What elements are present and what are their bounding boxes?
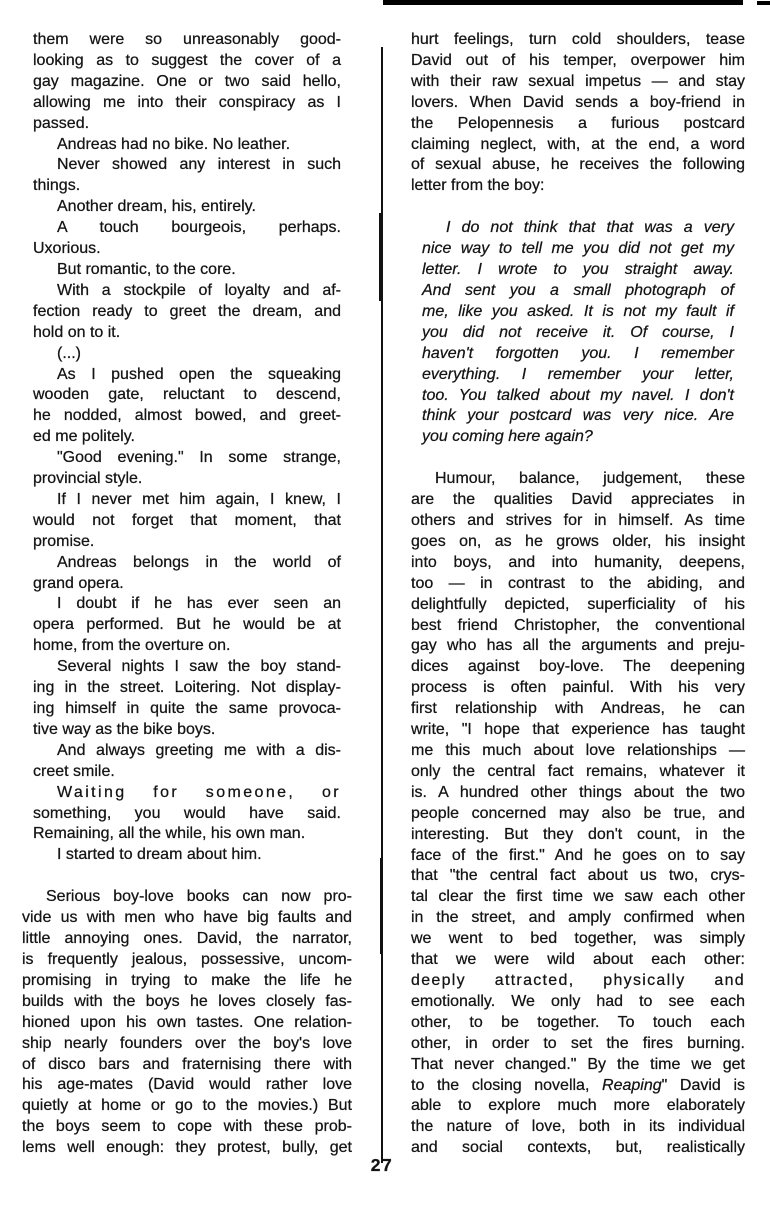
text-line: wooden gate, reluctant to descend,: [33, 386, 341, 404]
text-line: something, you would have said.: [33, 804, 341, 822]
scan-edge-artifact-top: [383, 0, 743, 5]
book-title-italic: Reaping: [602, 1076, 662, 1094]
text-line: I started to dream about him.: [57, 846, 262, 864]
text-line: lovers. When David sends a boy-friend in: [411, 93, 745, 111]
text-line: I do not think that that was a very: [446, 219, 734, 237]
text-line: think your postcard was very nice. Are: [422, 407, 734, 425]
text-line: David out of his temper, overpower him: [411, 51, 745, 69]
text-line: Never showed any interest in such: [57, 156, 341, 174]
review-text-block: [411, 469, 745, 1159]
text-line: are the qualities David appreciates in: [411, 491, 745, 509]
divider-ink-blob: [380, 858, 383, 954]
text-line: If I never met him again, I knew, I: [57, 490, 341, 508]
text-line: the nature of love, both in its individual: [411, 1118, 745, 1136]
text-line: his age-mates (David would rather love: [22, 1076, 352, 1094]
text-line: promising in trying to make the life he: [22, 971, 352, 989]
text-line: hioned upon his own tastes. One relation-: [22, 1013, 352, 1031]
text-line: deeply attracted, physically and: [411, 971, 745, 989]
text-line: emotionally. We only had to see each: [411, 992, 745, 1010]
text-line: others and strives for in himself. As time: [411, 512, 745, 530]
text-line: me this much about love relationships —: [411, 742, 745, 759]
text-line: Serious boy-love books can now pro-: [46, 888, 352, 906]
text-line: That never changed." By the time we get: [411, 1055, 745, 1073]
text-line: As I pushed open the squeaking: [57, 365, 341, 383]
divider-ink-blob: [379, 213, 383, 301]
review-text-block: [22, 887, 352, 1159]
text-line: delightfully depicted, superficiality of his: [411, 595, 745, 613]
text-line: interesting. But they don't count, in the: [411, 825, 745, 843]
text-line: the boys seem to cope with these prob-: [22, 1118, 352, 1136]
quoted-letter-block: [422, 218, 734, 448]
text-line: (...): [57, 344, 81, 362]
text-line: me, like you asked. It is not my fault if: [422, 302, 734, 320]
text-line: Uxorious.: [33, 240, 101, 258]
text-line: process is often painful. With his very: [411, 679, 745, 697]
text-line: Another dream, his, entirely.: [57, 198, 256, 216]
text-line: you coming here again?: [422, 428, 593, 446]
text-line: provincial style.: [33, 470, 143, 488]
text-line: tive way as the bike boys.: [33, 720, 216, 738]
text-line: the Pelopennesis a furious postcard: [411, 114, 745, 132]
text-line: tal clear the first time we saw each other: [411, 888, 745, 906]
text-segment: to the closing novella,: [411, 1076, 603, 1094]
text-line: hurt feelings, turn cold shoulders, tease: [411, 31, 745, 48]
text-line: you did not receive it. Of course, I: [422, 323, 734, 341]
text-line: Andreas had no bike. No leather.: [57, 135, 291, 153]
text-line: other, in order to set the fires burning.: [411, 1034, 745, 1052]
text-line: in the street, and amply confirmed when: [411, 909, 745, 927]
text-line: able to explore much more elaborately: [411, 1097, 745, 1115]
text-line: best friend Christopher, the conventional: [411, 616, 745, 634]
text-line: only the central fact remains, whatever it: [411, 762, 745, 780]
text-line: nice way to tell me you did not get my: [422, 240, 734, 258]
page-number: 27: [370, 1155, 394, 1175]
text-line: other, to be together. To touch each: [411, 1013, 745, 1031]
text-line: that "the central fact about us two, crys-: [411, 867, 745, 885]
text-line: Remaining, all the while, his own man.: [33, 825, 306, 843]
text-line: first relationship with Andreas, he can: [411, 700, 745, 718]
text-line: we went to bed together, was simply: [411, 930, 745, 948]
text-line: them were so unreasonably good-: [33, 31, 341, 48]
text-line: opera performed. But he would be at: [33, 616, 341, 634]
text-line: of sexual abuse, he receives the following: [411, 156, 745, 174]
text-line: little annoying ones. David, the narrator,: [22, 930, 352, 948]
text-line: fection ready to greet the dream, and: [33, 302, 341, 320]
text-line: too — in contrast to the abiding, and: [411, 574, 745, 592]
text-line: But romantic, to the core.: [57, 260, 236, 278]
text-line: Several nights I saw the boy stand-: [57, 658, 341, 676]
text-line: quietly at home or go to the movies.) But: [22, 1097, 352, 1115]
text-line: promise.: [33, 532, 95, 550]
text-line: ship nearly founders over the boy's love: [22, 1034, 352, 1052]
text-line: too. You talked about my navel. I don't: [422, 386, 734, 404]
scan-edge-artifact-top-right: [757, 1, 770, 5]
text-line: claiming neglect, with, at the end, a word: [411, 135, 745, 153]
text-line: people concerned may also be true, and: [411, 804, 745, 822]
text-line: vide us with men who have big faults and: [22, 909, 352, 927]
text-line: home, from the overture on.: [33, 637, 231, 655]
text-line: he nodded, almost bowed, and greet-: [33, 407, 341, 425]
text-line: into boys, and into humanity, deepens,: [411, 553, 745, 571]
text-line: lems well enough: they protest, bully, get: [22, 1139, 352, 1157]
text-line: is frequently jealous, possessive, uncom-: [22, 950, 352, 968]
text-line: Humour, balance, judgement, these: [435, 470, 745, 488]
text-line: builds with the boys he loves closely fas-: [22, 992, 352, 1010]
text-line: letter from the boy:: [411, 177, 545, 195]
text-line: dices against boy-love. The deepening: [411, 658, 745, 676]
left-column: [22, 30, 352, 1159]
text-line: passed.: [33, 114, 90, 132]
text-line: letter. I wrote to you straight away.: [422, 261, 734, 279]
text-line: ed me politely.: [33, 428, 135, 446]
text-line: ing in the street. Loitering. Not display-: [33, 679, 341, 697]
text-line: A touch bourgeois, perhaps.: [57, 219, 341, 237]
text-line: Waiting for someone, or: [57, 783, 341, 801]
text-line: with their raw sexual impetus — and stay: [411, 72, 745, 90]
text-line: would not forget that moment, that: [33, 511, 341, 529]
text-line: ing himself in quite the same provoca-: [33, 700, 341, 717]
text-line: Andreas belongs in the world of: [57, 553, 341, 571]
text-line: write, "I hope that experience has taught: [411, 721, 745, 739]
text-line: I doubt if he has ever seen an: [57, 595, 341, 613]
text-line: "Good evening." In some strange,: [57, 449, 341, 467]
text-line: that we were wild about each other:: [411, 951, 745, 969]
text-line: [411, 1076, 745, 1097]
text-line: creet smile.: [33, 762, 115, 780]
text-line: everything. I remember your letter,: [422, 365, 734, 383]
review-text-block: [411, 30, 745, 197]
text-line: is. A hundred other things about the two: [411, 783, 745, 801]
text-line: And sent you a small photograph of: [422, 281, 734, 299]
text-line: gay who has all the arguments and preju-: [411, 637, 745, 655]
book-excerpt-block: [33, 30, 341, 866]
text-line: haven't forgotten you. I remember: [422, 344, 734, 362]
text-line: With a stockpile of loyalty and af-: [57, 281, 341, 299]
text-line: things.: [33, 177, 81, 195]
text-line: of disco bars and fraternising there with: [22, 1055, 352, 1073]
text-line: face of the first." And he goes on to say: [411, 846, 745, 864]
text-line: And always greeting me with a dis-: [57, 741, 341, 759]
text-segment: " David is: [661, 1076, 745, 1094]
text-line: allowing me into their conspiracy as I: [33, 93, 341, 111]
right-column: [411, 30, 745, 1159]
text-line: grand opera.: [33, 574, 124, 592]
text-line: gay magazine. One or two said hello,: [33, 72, 341, 90]
text-line: goes on, as he grows older, his insight: [411, 532, 745, 550]
text-line: hold on to it.: [33, 323, 121, 341]
text-line: looking as to suggest the cover of a: [33, 51, 341, 69]
text-line: and social contexts, but, realistically: [411, 1139, 745, 1157]
